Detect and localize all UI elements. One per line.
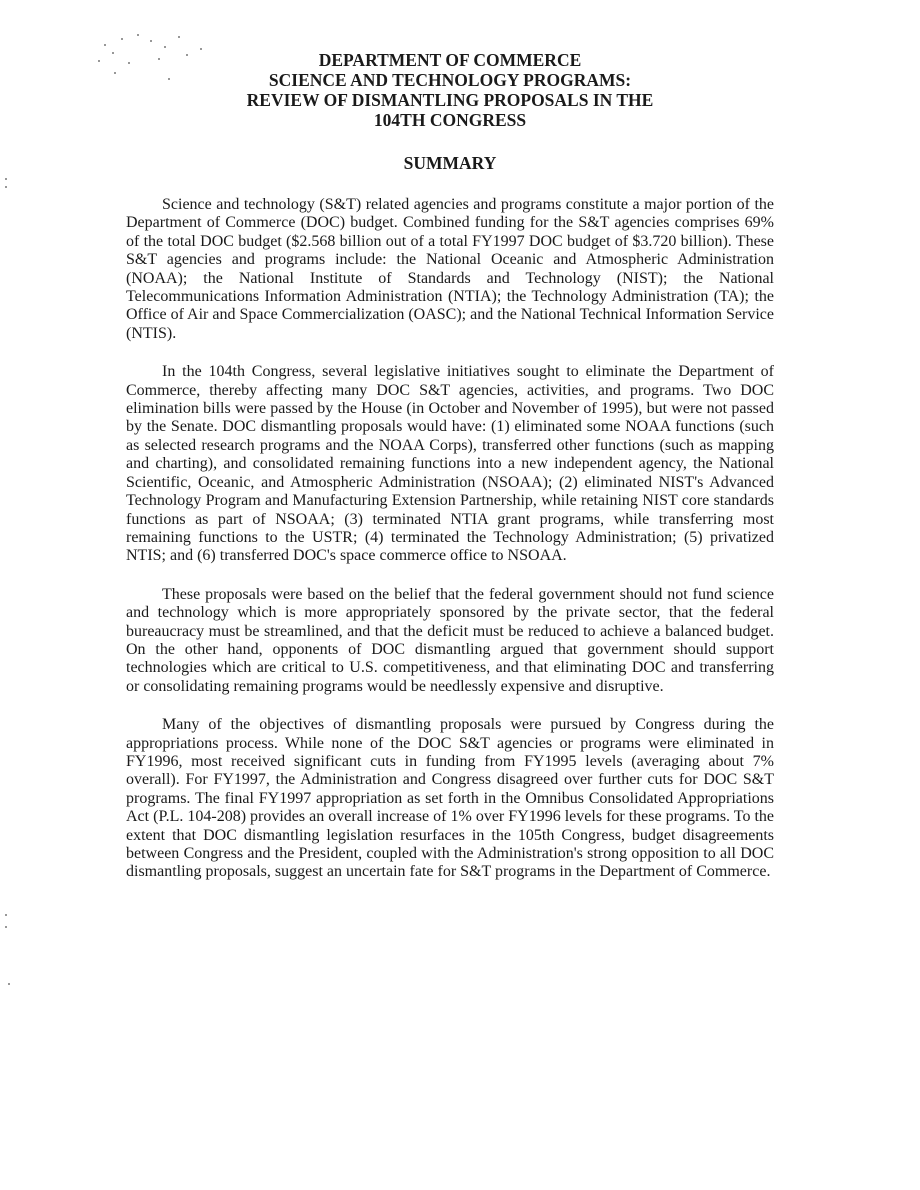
- scan-speck: [5, 178, 7, 180]
- title-line: 104TH CONGRESS: [373, 110, 527, 130]
- scan-speck: [137, 34, 139, 36]
- summary-body: [126, 196, 774, 902]
- scan-speck: [5, 926, 7, 928]
- scan-speck: [164, 46, 166, 48]
- paragraph: Science and technology (S&T) related agencies and programs constitute a major portion of the Department of Commerce (DOC) budget. Combined funding for the S&T agencies comprises 69% of the total DOC budget ($2.568 billion out of a total FY1997 DOC budget of $3.720 billion). These S&T agencies and programs include: the National Oceanic and Atmospheric Administration (NOAA); the National Institute of Standards and Technology (NIST); the National Telecommunications Information Administration (NTIA); the Technology Administration (TA); the Office of Air and Space Commercialization (OASC); and the National Technical Information Service (NTIS).: [126, 196, 774, 342]
- summary-heading: SUMMARY: [403, 153, 497, 173]
- scan-speck: [104, 44, 106, 46]
- scan-speck: [150, 40, 152, 42]
- scan-speck: [8, 983, 10, 985]
- paragraph: Many of the objectives of dismantling proposals were pursued by Congress during the appropriations process. While none of the DOC S&T agencies or programs were eliminated in FY1996, most received significant cuts in funding from FY1995 levels (averaging about 7% overall). For FY1997, the Administration and Congress disagreed over further cuts for DOC S&T programs. The final FY1997 appropriation as set forth in the Omnibus Consolidated Appropriations Act (P.L. 104-208) provides an overall increase of 1% over FY1996 levels for these programs. To the extent that DOC dismantling legislation resurfaces in the 105th Congress, budget disagreements between Congress and the President, coupled with the Administration's strong opposition to all DOC dismantling proposals, suggest an uncertain fate for S&T programs in the Department of Commerce.: [126, 716, 774, 881]
- paragraph: These proposals were based on the belief that the federal government should not fund science and technology which is more appropriately sponsored by the private sector, that the federal bureaucracy must be streamlined, and that the deficit must be reduced to achieve a balanced budget. On the other hand, opponents of DOC dismantling argued that government should support technologies which are critical to U.S. competitiveness, and that eliminating DOC and transferring or consolidating remaining programs would be needlessly expensive and disruptive.: [126, 585, 774, 695]
- scan-speck: [5, 914, 7, 916]
- scan-speck: [114, 72, 116, 74]
- scan-speck: [121, 38, 123, 40]
- scan-speck: [98, 60, 100, 62]
- title-line: REVIEW OF DISMANTLING PROPOSALS IN THE: [246, 90, 654, 110]
- document-title: [130, 50, 770, 130]
- scan-speck: [178, 36, 180, 38]
- title-line: SCIENCE AND TECHNOLOGY PROGRAMS:: [268, 70, 632, 90]
- title-line: DEPARTMENT OF COMMERCE: [318, 50, 582, 70]
- scan-speck: [112, 52, 114, 54]
- scan-speck: [5, 186, 7, 188]
- paragraph: In the 104th Congress, several legislative initiatives sought to eliminate the Department of Commerce, thereby affecting many DOC S&T agencies, activities, and programs. Two DOC elimination bills were passed by the House (in October and November of 1995), but were not passed by the Senate. DOC dismantling proposals would have: (1) eliminated some NOAA functions (such as selected research programs and the NOAA Corps), transferred other functions (such as mapping and charting), and consolidated remaining functions into a new independent agency, the National Scientific, Oceanic, and Atmospheric Administration (NSOAA); (2) eliminated NIST's Advanced Technology Program and Manufacturing Extension Partnership, while retaining NIST core standards functions as part of NSOAA; (3) terminated NTIA grant programs, while transferring most remaining functions to the USTR; (4) terminated the Technology Administration; (5) privatized NTIS; and (6) transferred DOC's space commerce office to NSOAA.: [126, 363, 774, 565]
